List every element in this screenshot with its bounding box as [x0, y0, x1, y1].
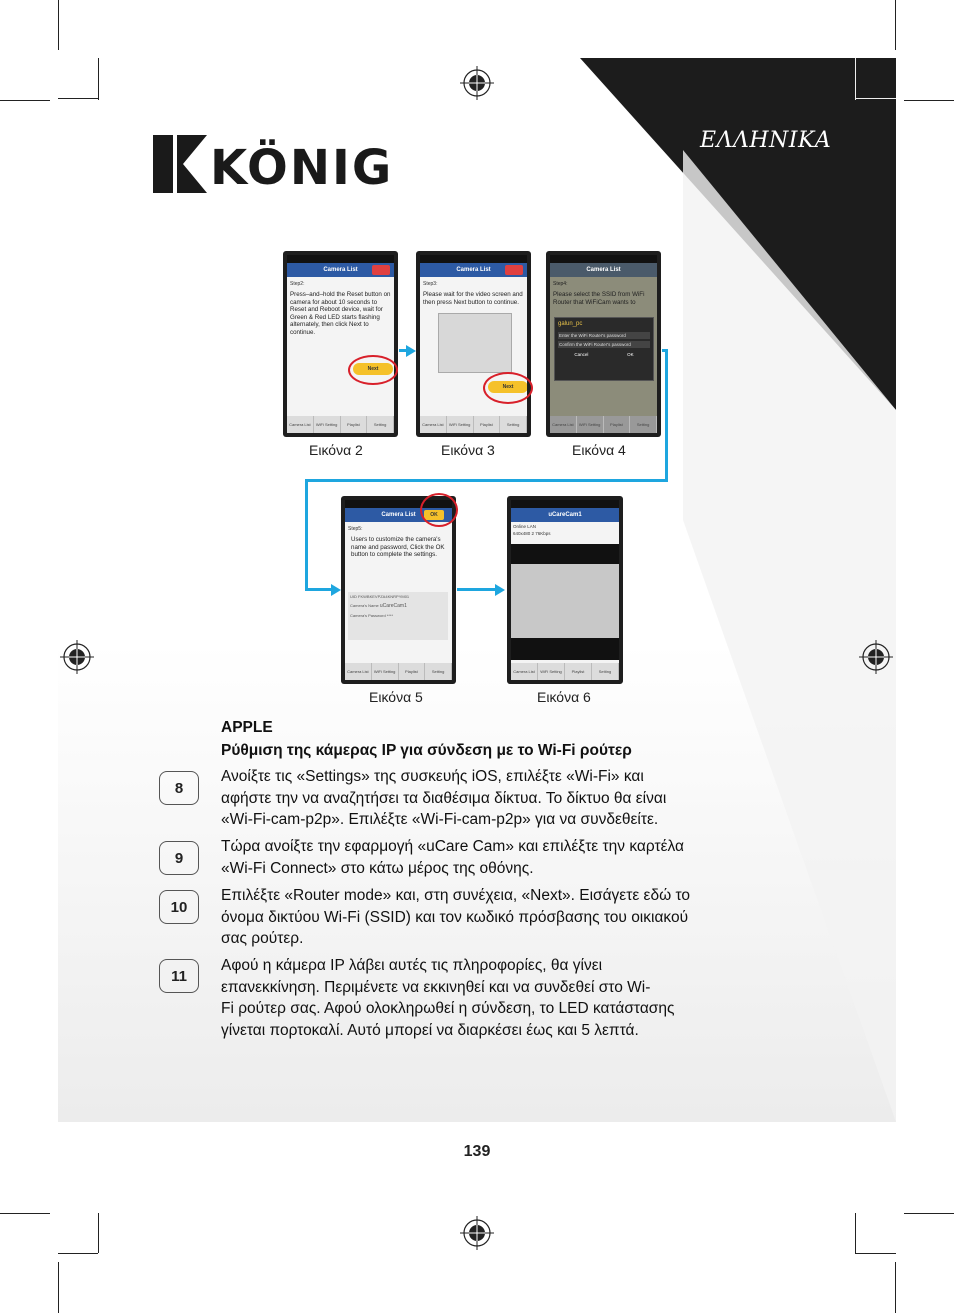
arrow-connector: [305, 588, 331, 591]
video-preview: [438, 313, 512, 373]
page-number: 139: [463, 1143, 491, 1160]
logo-text: KÖNIG: [210, 140, 394, 196]
step-number-badge: 10: [159, 890, 199, 924]
registration-mark-icon: [859, 640, 893, 674]
section-title: APPLE: [221, 719, 273, 736]
figure-caption: Εικόνα 4: [572, 442, 626, 458]
step-text: Ανοίξτε τις «Settings» της συσκευής iOS, επιλέξτε «Wi-Fi» και αφήστε την να αναζητήσει τα διαθέσιμα δίκτυα. Το δίκτυο θα είναι «Wi-Fi-cam-p2p». Επιλέξτε «Wi-Fi-cam-p2p» για να συνδεθείτε.: [221, 768, 667, 828]
phone-screenshot-step6: uCareCam1 Online LAN 640x480 2 76Kbps Camera List WiFi Setting Playlist Setting: [507, 496, 623, 684]
crop-mark: [58, 1262, 59, 1313]
crop-mark: [895, 1262, 896, 1313]
crop-mark: [855, 1213, 856, 1253]
camera-settings-form: UID FKWBKEVPZA4KNRPYM01 Camera's Name uCareCam1 Camera's Password ****: [348, 592, 448, 640]
live-video: [511, 564, 619, 638]
step-number-badge: 8: [159, 771, 199, 805]
section-subtitle: Ρύθμιση της κάμερας IP για σύνδεση με το Wi-Fi ρούτερ: [221, 742, 632, 759]
crop-mark: [58, 1253, 98, 1254]
highlight-circle: [483, 372, 533, 404]
registration-mark-icon: [60, 640, 94, 674]
crop-mark: [855, 58, 856, 100]
crop-mark: [855, 1253, 896, 1254]
crop-mark: [0, 100, 50, 101]
phone-screenshot-step5: Camera List OK Step5: Users to customize the camera's name and password, Click the OK button to complete the settings. UID FKWBKEVPZA4KNRPYM01 Camera's Name uCareCam1 Camera's Password **** Camera List WiFi Setting Playlist Setting: [341, 496, 456, 684]
arrow-connector: [305, 479, 668, 482]
crop-mark: [98, 58, 99, 100]
step-number-badge: 11: [159, 959, 199, 993]
crop-mark: [895, 0, 896, 50]
step-number-badge: 9: [159, 841, 199, 875]
crop-mark: [58, 0, 59, 50]
figure-caption: Εικόνα 2: [309, 442, 363, 458]
arrow-right-icon: [406, 345, 416, 357]
registration-mark-icon: [460, 1216, 494, 1250]
highlight-circle: [420, 493, 458, 527]
registration-mark-icon: [460, 66, 494, 100]
crop-mark: [98, 1213, 99, 1253]
wifi-dialog: galun_pc Enter the WiFi Router's password Confirm the WiFi Router's password Cancel OK: [554, 317, 654, 381]
step-text: Τώρα ανοίξτε την εφαρμογή «uCare Cam» και επιλέξτε την καρτέλα «Wi-Fi Connect» στο κάτω μέρος της οθόνης.: [221, 838, 684, 877]
arrow-connector: [665, 349, 668, 482]
phone-screenshot-step3: Camera List Step3: Please wait for the video screen and then press Next button to continue. Next Camera List WiFi Setting Playlist Setting: [416, 251, 531, 437]
figure-caption: Εικόνα 5: [369, 689, 423, 705]
crop-mark: [58, 98, 98, 99]
figure-caption: Εικόνα 6: [537, 689, 591, 705]
crop-mark: [0, 1213, 50, 1214]
arrow-connector: [305, 479, 308, 591]
phone-screenshot-step2: Camera List Step2: Press–and–hold the Reset button on camera for about 10 seconds to Reset and Reboot device, wait for Green & Red LED starts flashing alternately, then click Next to continue. Next Camera List WiFi Setting Playlist Setting: [283, 251, 398, 437]
step-text: Αφού η κάμερα IP λάβει αυτές τις πληροφορίες, θα γίνει επανεκκίνηση. Περιμένετε να εκκινηθεί και να συνδεθεί στο Wi- Fi ρούτερ σας. Αφού ολοκληρωθεί η σύνδεση, το LED κατάστασης γίνεται πορτοκαλί. Αυτό μπορεί να διαρκέσει έως και 5 λεπτά.: [221, 957, 675, 1039]
arrow-connector: [457, 588, 497, 591]
arrow-right-icon: [495, 584, 505, 596]
arrow-right-icon: [331, 584, 341, 596]
figure-caption: Εικόνα 3: [441, 442, 495, 458]
crop-mark: [904, 1213, 954, 1214]
step-text: Επιλέξτε «Router mode» και, στη συνέχεια, «Next». Εισάγετε εδώ το όνομα δικτύου Wi-Fi (SSID) και τον κωδικό πρόσβασης του οικιακού σας ρούτερ.: [221, 887, 691, 947]
konig-logo-mark-icon: [153, 135, 207, 193]
crop-mark: [855, 98, 896, 99]
language-label: ΕΛΛΗΝΙΚΑ: [700, 128, 832, 153]
crop-mark: [904, 100, 954, 101]
phone-screenshot-step4: Camera List Step4: Please select the SSID from WiFi Router that WiFiCam wants to galun_pc Enter the WiFi Router's password Confirm the WiFi Router's password Cancel OK Camera List WiFi Setting Playlist Setting: [546, 251, 661, 437]
highlight-circle: [348, 355, 398, 385]
